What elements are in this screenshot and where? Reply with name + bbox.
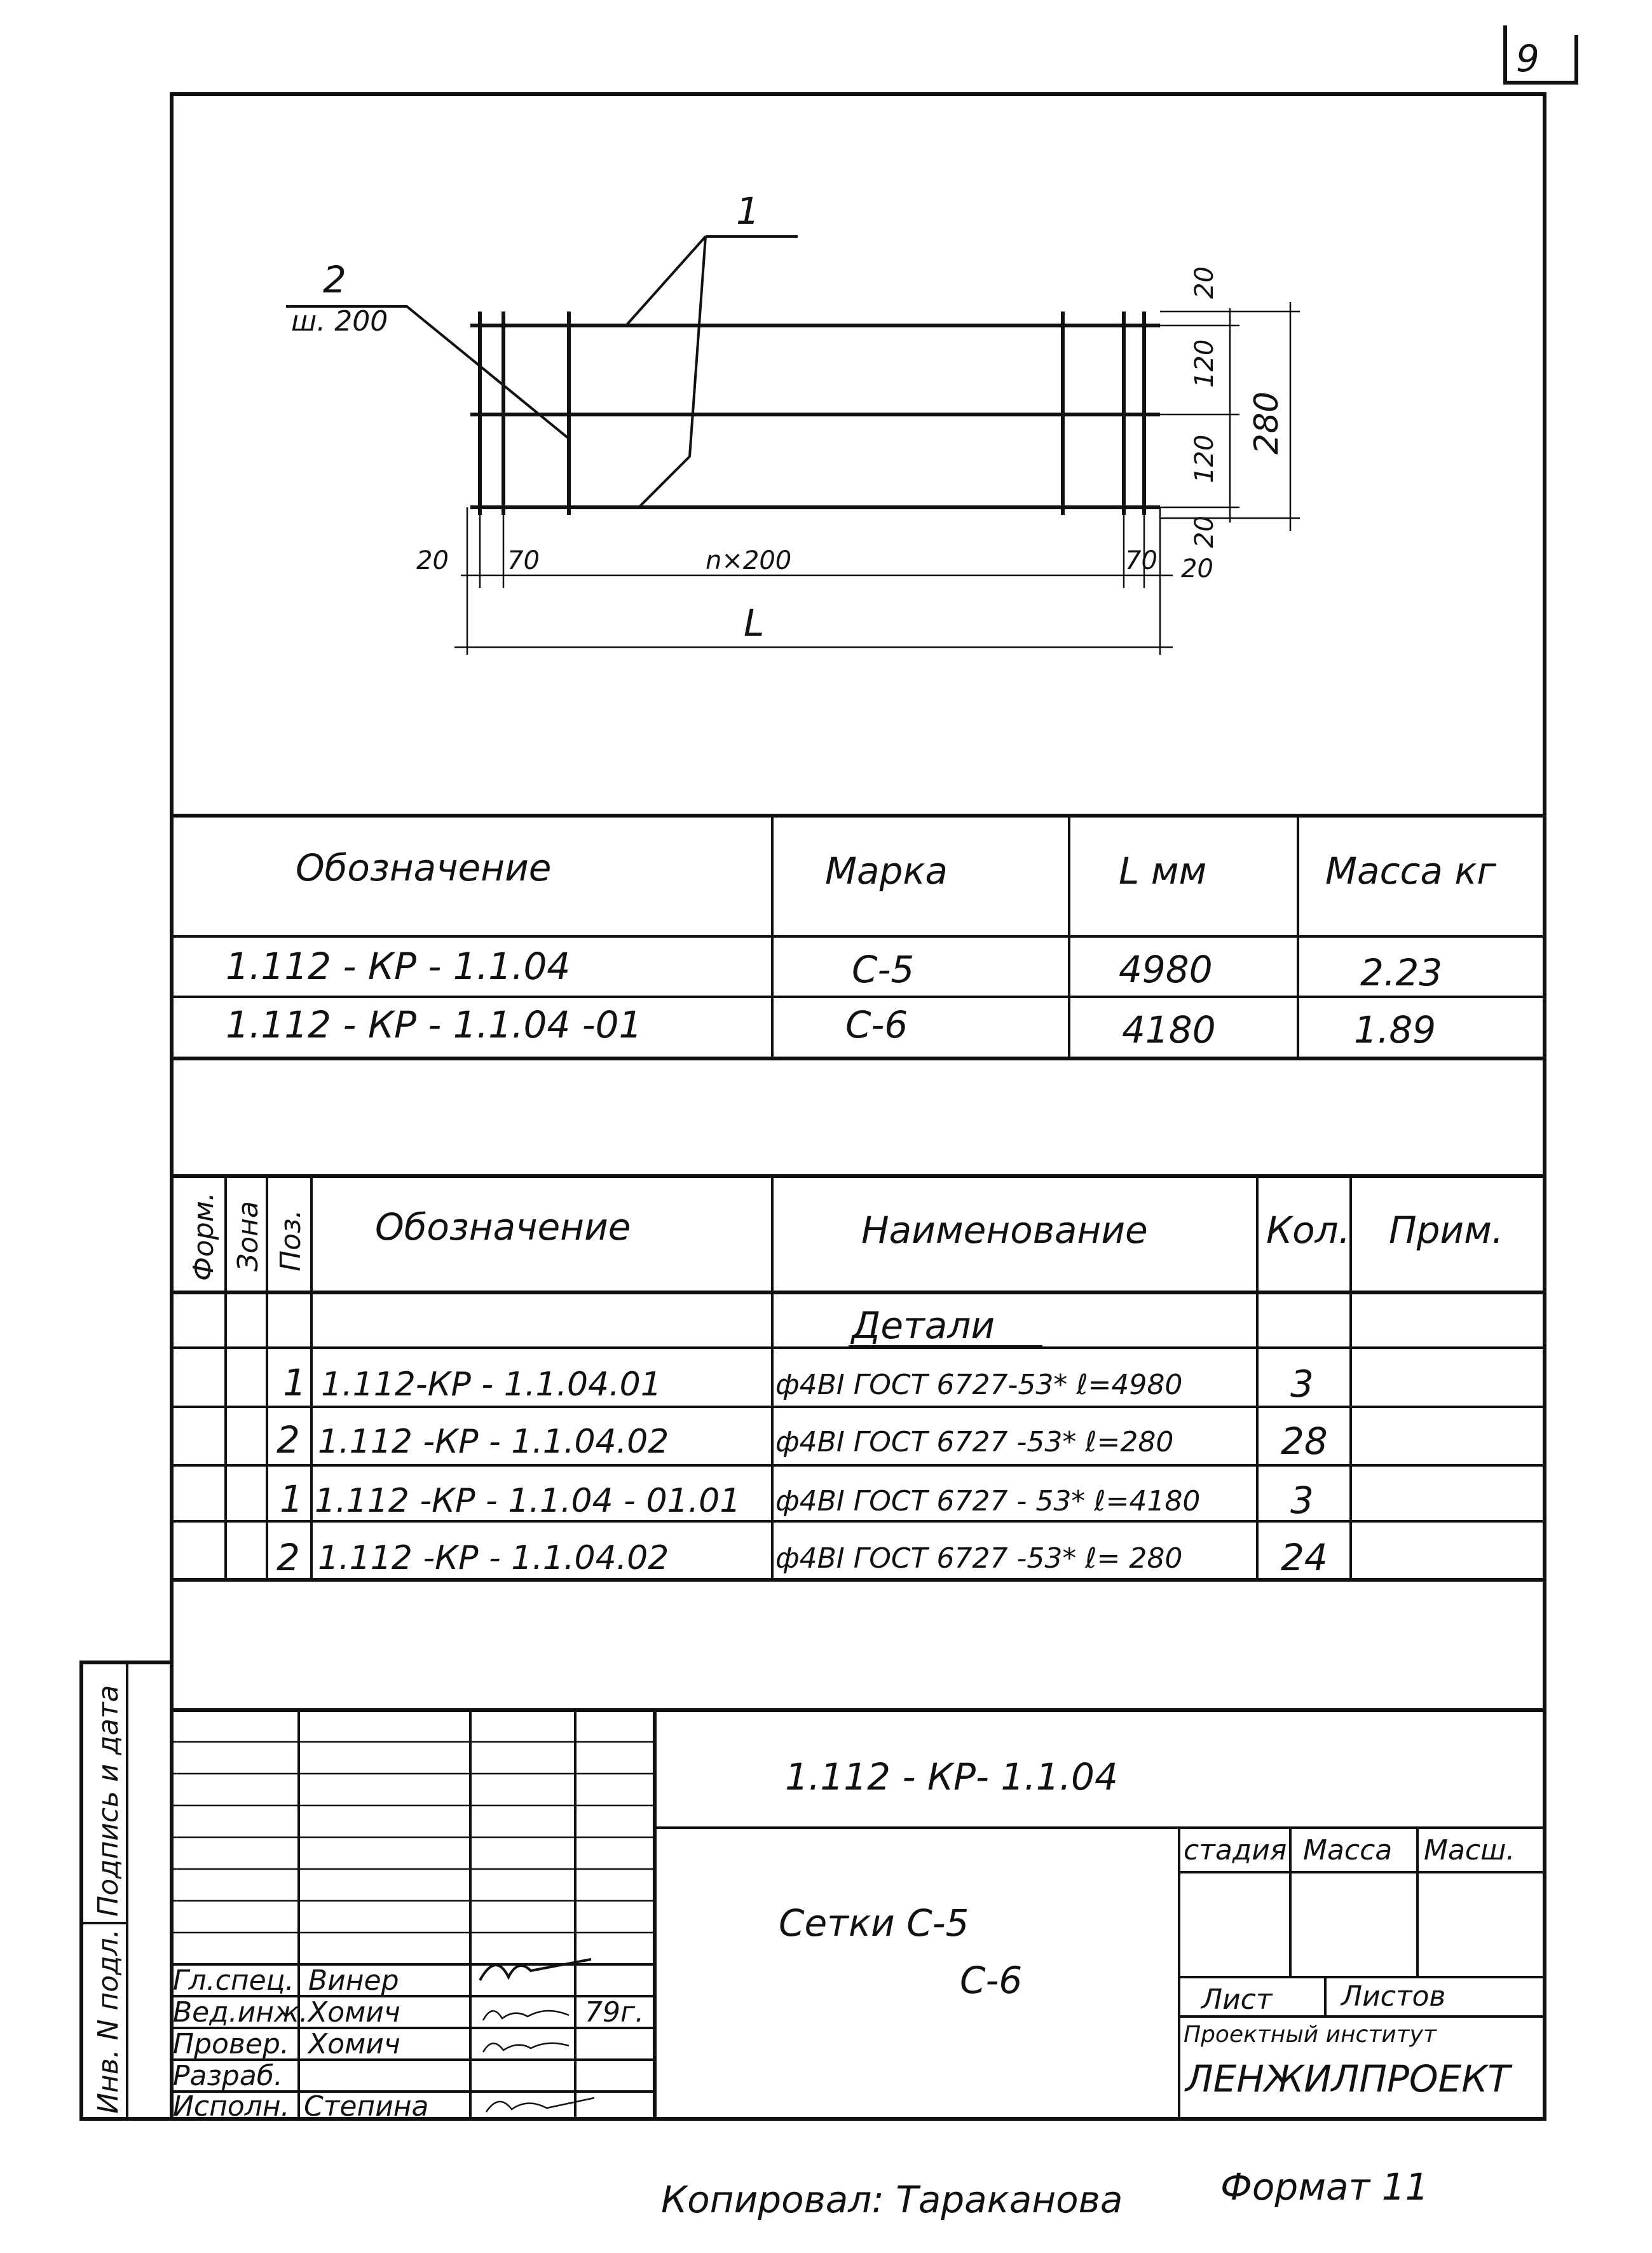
dim-total-height: 280 <box>1248 391 1286 455</box>
signature-2 <box>483 2011 569 2020</box>
leader-1 <box>639 236 706 507</box>
col-stage: стадия <box>1184 1834 1287 1866</box>
side-label-inventory: Инв. N подл. <box>92 1929 125 2114</box>
dim-right-120: 120 <box>1190 434 1219 483</box>
signature-3 <box>483 2043 569 2052</box>
spec-header-zone: Зона <box>232 1201 264 1271</box>
marks-header-length: L мм <box>1119 849 1207 893</box>
spec-row-3-qty: 3 <box>1290 1479 1314 1522</box>
sig-name-1: Винер <box>308 1964 399 1997</box>
col-mass: Масса <box>1303 1834 1393 1866</box>
title-line-1: Сетки С-5 <box>779 1901 969 1945</box>
mesh-drawing <box>286 189 1300 655</box>
doc-code: 1.112 - КР- 1.1.04 <box>785 1755 1118 1798</box>
spec-row-4-name: ф4ВI ГОСТ 6727 -53* ℓ= 280 <box>775 1542 1183 1575</box>
marks-row-2-mark: С-6 <box>845 1003 908 1046</box>
marks-header-mass: Масса кг <box>1325 849 1496 893</box>
spec-row-2-name: ф4ВI ГОСТ 6727 -53* ℓ=280 <box>775 1426 1174 1458</box>
side-label-signature-date: Подпись и дата <box>92 1685 125 1917</box>
org-line-2: ЛЕНЖИЛПРОЕКТ <box>1185 2057 1510 2100</box>
dim-right-20-bottom: 20 <box>1190 516 1219 548</box>
format-label: Формат 11 <box>1220 2165 1429 2208</box>
spec-header-qty: Кол. <box>1266 1209 1351 1252</box>
sig-name-3: Хомич <box>308 2028 400 2060</box>
dim-bottom-20-left: 20 <box>416 546 449 575</box>
leader-1 <box>626 236 706 325</box>
sig-name-2: Хомич <box>308 1996 400 2029</box>
spec-row-3-designation: 1.112 -КР - 1.1.04 - 01.01 <box>315 1482 741 1520</box>
marks-row-2-designation: 1.112 - КР - 1.1.04 -01 <box>226 1003 643 1046</box>
spec-row-4-qty: 24 <box>1281 1536 1328 1579</box>
dim-bottom-70-left: 70 <box>507 546 540 575</box>
spec-header-pos: Поз. <box>275 1209 307 1271</box>
dim-length: L <box>744 601 765 645</box>
marks-table <box>172 816 1545 1058</box>
callout-1: 1 <box>736 189 760 233</box>
callout-2-note: ш. 200 <box>291 305 388 338</box>
spec-header-note: Прим. <box>1389 1209 1504 1252</box>
sig-role-4: Разраб. <box>173 2060 283 2092</box>
drawing-frame <box>172 94 1545 2119</box>
spec-header-name: Наименование <box>861 1209 1148 1252</box>
sig-date-2: 79г. <box>585 1996 645 2029</box>
sheets-label: Листов <box>1341 1980 1446 2013</box>
marks-row-1-designation: 1.112 - КР - 1.1.04 <box>226 945 571 988</box>
sig-role-3: Провер. <box>173 2028 289 2060</box>
spec-row-1-qty: 3 <box>1290 1362 1314 1406</box>
dim-right-120: 120 <box>1190 339 1219 388</box>
dim-right-20-top: 20 <box>1190 266 1219 299</box>
dim-bottom-pitch: n×200 <box>706 546 792 575</box>
sheet-number: 9 <box>1516 37 1539 80</box>
org-line-1: Проектный институт <box>1184 2022 1437 2048</box>
marks-row-2-length: 4180 <box>1122 1008 1216 1051</box>
col-scale: Масш. <box>1424 1834 1515 1866</box>
spec-row-2-qty: 28 <box>1281 1420 1328 1463</box>
sig-role-2: Вед.инж. <box>173 1996 308 2029</box>
marks-row-2-mass: 1.89 <box>1354 1008 1437 1051</box>
spec-row-3-name: ф4ВI ГОСТ 6727 - 53* ℓ=4180 <box>775 1485 1201 1517</box>
sig-role-1: Гл.спец. <box>173 1964 294 1997</box>
spec-row-2-designation: 1.112 -КР - 1.1.04.02 <box>318 1423 669 1461</box>
spec-header-format: Форм. <box>188 1192 220 1281</box>
dim-bottom-70-right: 70 <box>1125 546 1157 575</box>
spec-table <box>172 1176 1545 1580</box>
dim-bottom-20-right: 20 <box>1181 554 1213 584</box>
sig-role-5: Исполн. <box>173 2090 290 2123</box>
sig-name-5: Степина <box>304 2090 429 2123</box>
marks-row-1-mass: 2.23 <box>1360 951 1443 994</box>
spec-section-title: Детали <box>852 1304 995 1347</box>
copied-by: Копировал: Тараканова <box>661 2178 1123 2221</box>
marks-row-1-length: 4980 <box>1119 948 1213 991</box>
title-line-2: С-6 <box>960 1959 1023 2002</box>
side-stamp <box>81 1662 172 2119</box>
spec-row-4-designation: 1.112 -КР - 1.1.04.02 <box>318 1539 669 1577</box>
callout-2: 2 <box>323 258 346 301</box>
sheet-number-box <box>1505 25 1576 83</box>
sheet-label: Лист <box>1201 1983 1273 2016</box>
spec-row-1-designation: 1.112-КР - 1.1.04.01 <box>321 1366 662 1404</box>
marks-header-mark: Марка <box>825 849 948 893</box>
signature-5 <box>486 2098 594 2112</box>
marks-row-1-mark: С-5 <box>852 948 915 991</box>
spec-row-4-pos: 2 <box>276 1536 300 1579</box>
spec-row-1-pos: 1 <box>283 1361 306 1404</box>
marks-header-designation: Обозначение <box>296 846 552 889</box>
title-block <box>172 1710 1545 2123</box>
spec-header-designation: Обозначение <box>375 1205 631 1249</box>
spec-row-1-name: ф4ВI ГОСТ 6727-53* ℓ=4980 <box>775 1369 1183 1401</box>
spec-row-3-pos: 1 <box>280 1477 303 1521</box>
spec-row-2-pos: 2 <box>276 1418 300 1462</box>
